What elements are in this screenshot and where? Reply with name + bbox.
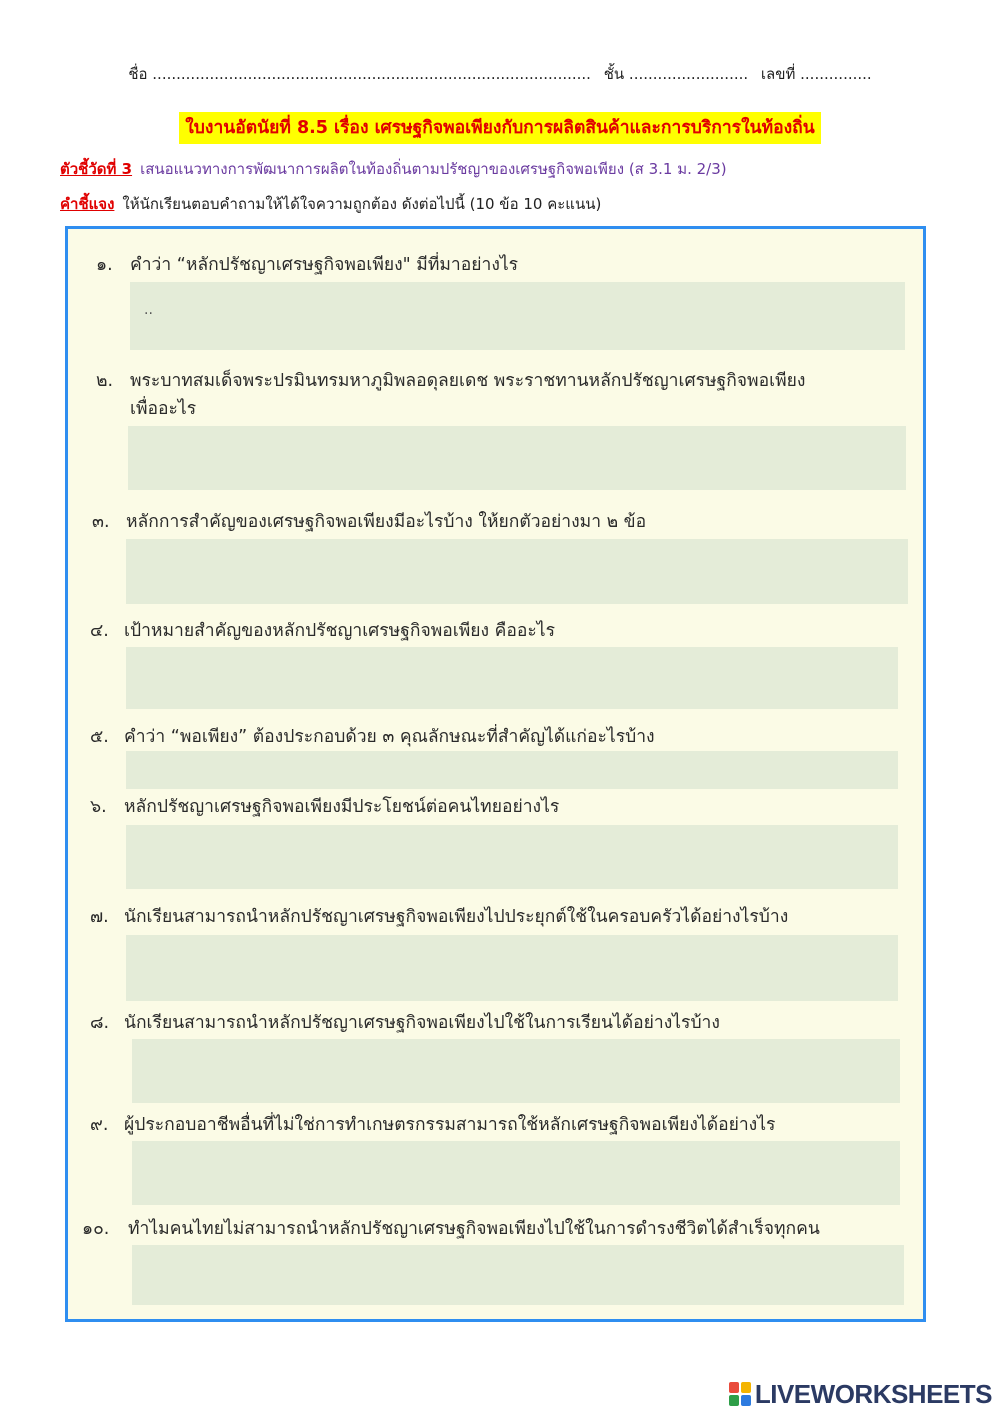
answer-text (132, 1245, 904, 1285)
question-text: ผู้ประกอบอาชีพอื่นที่ไม่ใช่การทำเกษตรกรรมสามารถใช้หลักเศรษฐกิจพอเพียงได้อย่างไร (124, 1115, 776, 1135)
question-number: ๗. (90, 907, 109, 927)
answer-text: .. (144, 302, 153, 318)
answer-text (126, 825, 898, 865)
answer-box-6[interactable] (126, 825, 898, 889)
answer-text (126, 539, 908, 579)
question-number: ๙. (90, 1115, 109, 1135)
question-number: ๖. (90, 797, 107, 817)
question-text: นักเรียนสามารถนำหลักปรัชญาเศรษฐกิจพอเพียงไปใช้ในการเรียนได้อย่างไรบ้าง (124, 1013, 720, 1033)
logo-square-yellow (741, 1382, 751, 1393)
question-10 (82, 1215, 820, 1243)
question-text: เป้าหมายสำคัญของหลักปรัชญาเศรษฐกิจพอเพียง คืออะไร (124, 621, 555, 641)
question-2-line-2: เพื่ออะไร (130, 399, 197, 419)
indicator-label: ตัวชี้วัดที่ 3 (60, 160, 133, 178)
logo-square-blue (741, 1395, 751, 1406)
question-8 (90, 1009, 720, 1037)
question-number: ๓. (92, 512, 110, 532)
question-frame (65, 226, 926, 1322)
answer-box-10[interactable] (132, 1245, 904, 1305)
question-1 (96, 251, 518, 279)
worksheet-title: ใบงานอัตนัยที่ 8.5 เรื่อง เศรษฐกิจพอเพียงกับการผลิตสินค้าและการบริการในท้องถิ่น (179, 112, 820, 144)
liveworksheets-logo-icon (729, 1382, 751, 1406)
instructions-text: ให้นักเรียนตอบคำถามให้ได้ใจความถูกต้อง ดังต่อไปนี้ (10 ข้อ 10 คะแนน) (122, 195, 602, 213)
answer-text (128, 426, 906, 466)
number-field-label: เลขที่ ............... (760, 65, 872, 83)
answer-box-8[interactable] (132, 1039, 900, 1103)
question-number: ๒. (96, 371, 114, 391)
answer-text (126, 647, 898, 687)
question-number: ๘. (90, 1013, 110, 1033)
question-number: ๕. (90, 727, 109, 747)
question-5 (90, 723, 655, 751)
question-6 (90, 793, 559, 821)
liveworksheets-brand (729, 1378, 992, 1409)
answer-box-3[interactable] (126, 539, 908, 604)
answer-text (132, 1039, 900, 1079)
question-text: นักเรียนสามารถนำหลักปรัชญาเศรษฐกิจพอเพียงไปประยุกต์ใช้ในครอบครัวได้อย่างไรบ้าง (124, 907, 789, 927)
question-number: ๑. (96, 255, 113, 275)
question-text: หลักการสำคัญของเศรษฐกิจพอเพียงมีอะไรบ้าง ให้ยกตัวอย่างมา ๒ ข้อ (126, 512, 647, 532)
indicator-text: เสนอแนวทางการพัฒนาการผลิตในท้องถิ่นตามปรัชญาของเศรษฐกิจพอเพียง (ส 3.1 ม. 2/3) (140, 160, 727, 178)
question-text: คำว่า “พอเพียง” ต้องประกอบด้วย ๓ คุณลักษณะที่สำคัญได้แก่อะไรบ้าง (124, 727, 655, 747)
question-4 (90, 617, 555, 645)
answer-text (126, 935, 898, 975)
question-text: พระบาทสมเด็จพระปรมินทรมหาภูมิพลอดุลยเดช พระราชทานหลักปรัชญาเศรษฐกิจพอเพียง (130, 371, 806, 391)
answer-box-9[interactable] (132, 1141, 900, 1205)
question-text: ทำไมคนไทยไม่สามารถนำหลักปรัชญาเศรษฐกิจพอเพียงไปใช้ในการดำรงชีวิตได้สำเร็จทุกคน (128, 1219, 820, 1239)
question-text: คำว่า “หลักปรัชญาเศรษฐกิจพอเพียง" มีที่มาอย่างไร (130, 255, 519, 275)
indicator-line (60, 157, 727, 181)
question-number: ๑๐. (82, 1219, 110, 1239)
title-container (0, 112, 1000, 144)
logo-square-red (729, 1382, 739, 1393)
question-text: หลักปรัชญาเศรษฐกิจพอเพียงมีประโยชน์ต่อคนไทยอย่างไร (124, 797, 560, 817)
answer-text (132, 1141, 900, 1181)
brand-text: LIVEWORKSHEETS (754, 1378, 992, 1409)
instructions-label: คำชี้แจง (60, 195, 115, 213)
student-info-line (0, 62, 1000, 86)
question-3 (92, 508, 646, 536)
class-field-label: ชั้น ......................... (603, 65, 749, 83)
logo-square-green (729, 1395, 739, 1406)
question-7 (90, 903, 788, 931)
name-field-label: ชื่อ ............................................................................................ (128, 65, 591, 83)
answer-box-7[interactable] (126, 935, 898, 1001)
question-number: ๔. (90, 621, 109, 641)
answer-text (126, 751, 898, 767)
question-2 (96, 367, 805, 395)
question-9 (90, 1111, 775, 1139)
answer-box-2[interactable] (128, 426, 906, 490)
instructions-line (60, 192, 601, 216)
answer-box-1[interactable] (130, 282, 905, 350)
answer-box-4[interactable] (126, 647, 898, 709)
answer-box-5[interactable] (126, 751, 898, 789)
